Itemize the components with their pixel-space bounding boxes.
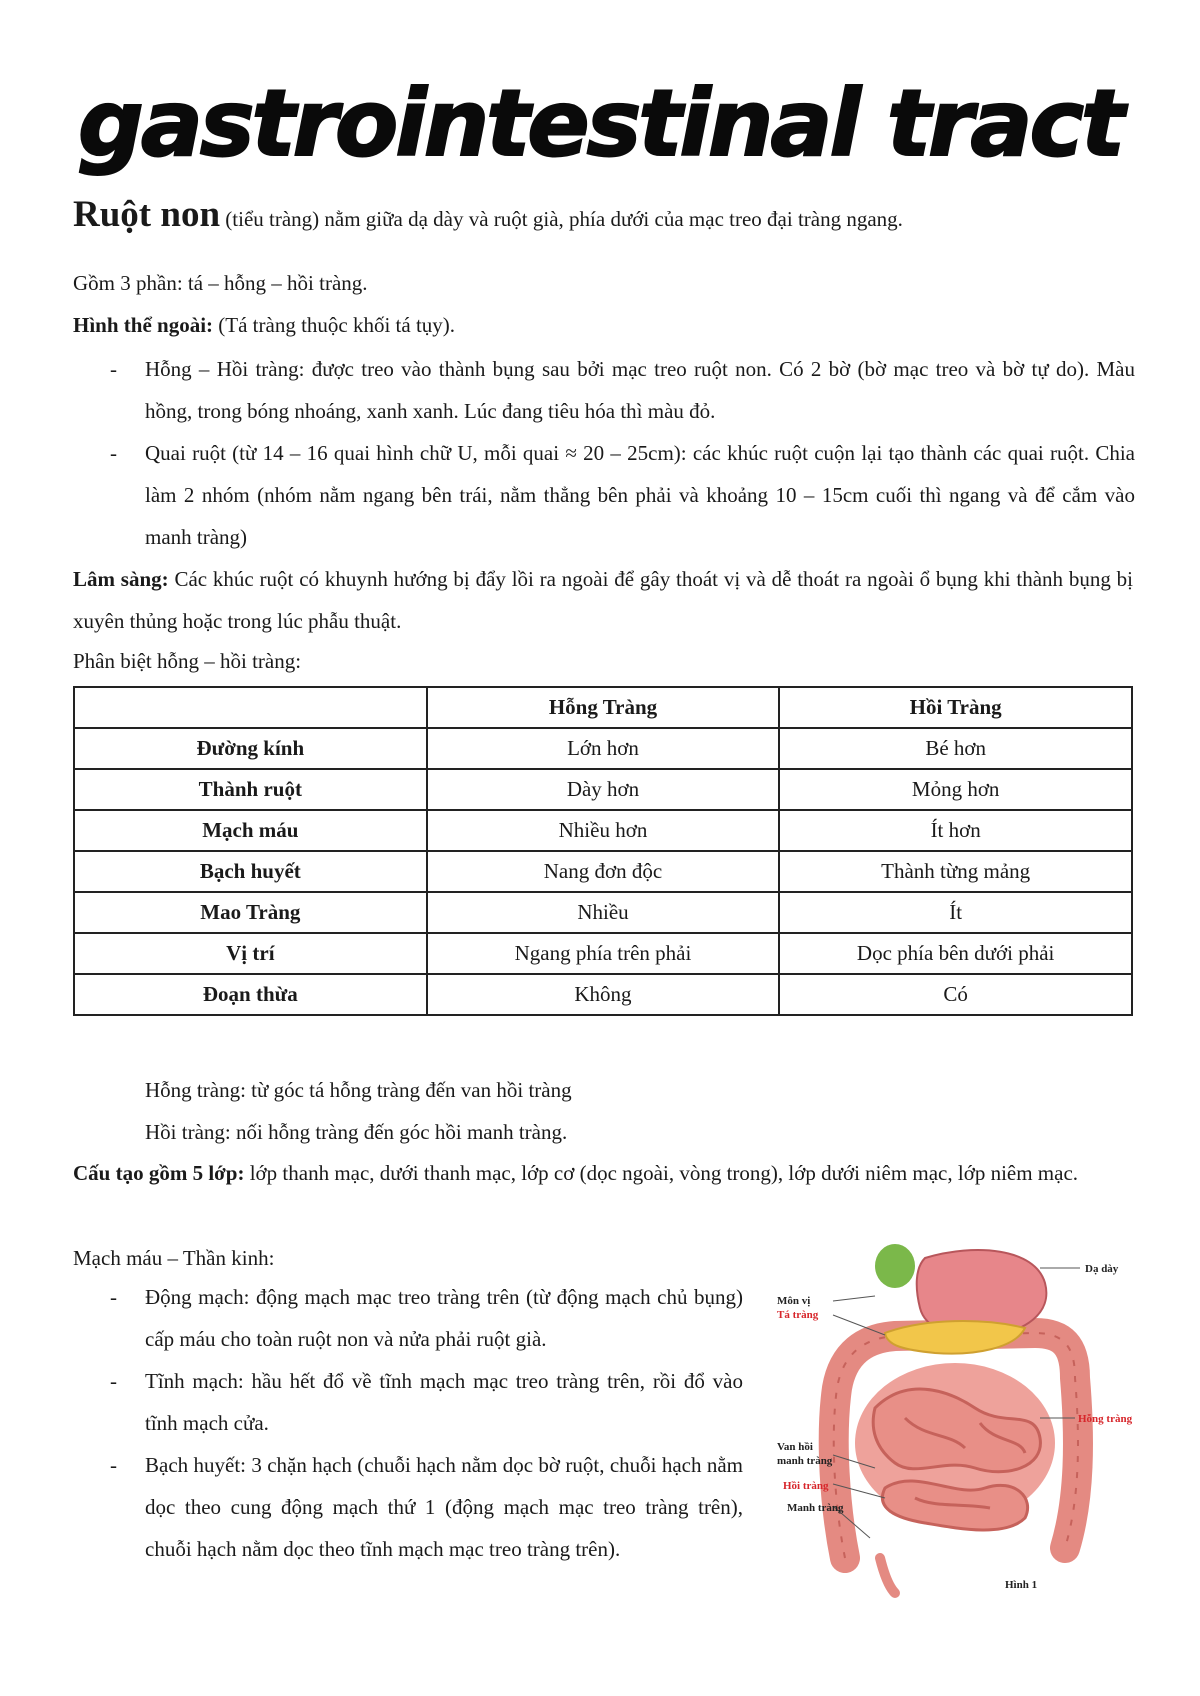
- appendix-shape: [880, 1558, 895, 1593]
- structure-paragraph: [73, 1152, 1133, 1194]
- table-cell: Dày hơn: [427, 769, 780, 810]
- table-cell: Nhiều: [427, 892, 780, 933]
- vessels-bullet-artery: Động mạch: động mạch mạc treo tràng trên (từ động mạch chủ bụng) cấp máu cho toàn ruột non và nửa phải ruột già.: [145, 1285, 743, 1351]
- intestine-figure: [775, 1238, 1155, 1598]
- vessels-bullet-lymph: Bạch huyết: 3 chặn hạch (chuỗi hạch nằm dọc bờ ruột, chuỗi hạch nằm dọc theo cung động mạch thứ 1 (động mạch mạc treo tràng trên), chuỗi hạch nằm dọc theo tĩnh mạch mạc treo tràng trên).: [145, 1453, 743, 1561]
- table-row: [74, 851, 1132, 892]
- table-header-cell: Hồi Tràng: [779, 687, 1132, 728]
- table-row-head: Đường kính: [74, 728, 427, 769]
- label-stomach: Dạ dày: [1085, 1263, 1119, 1275]
- clinical-paragraph: [73, 558, 1133, 642]
- table-cell: Có: [779, 974, 1132, 1015]
- table-row-head: Đoạn thừa: [74, 974, 427, 1015]
- label-duodenum: Tá tràng: [777, 1309, 819, 1321]
- bullet-dash: -: [110, 441, 117, 465]
- bullet-dash: -: [110, 1285, 117, 1309]
- external-bullet-2: Quai ruột (từ 14 – 16 quai hình chữ U, mỗi quai ≈ 20 – 25cm): các khúc ruột cuộn lại tạo thành các quai ruột. Chia làm 2 nhóm (nhóm nằm ngang bên trái, nằm thẳng bên phải và khoảng 10 – 15cm cuối thì ngang và để cắm vào manh tràng): [145, 441, 1135, 549]
- table-cell: Không: [427, 974, 780, 1015]
- clinical-text: Các khúc ruột có khuynh hướng bị đẩy lồi ra ngoài để gây thoát vị và dễ thoát ra ngoài ổ bụng khi thành bụng bị xuyên thủng hoặc trong lúc phẫu thuật.: [73, 567, 1133, 633]
- table-cell: Nhiều hơn: [427, 810, 780, 851]
- table-cell: Ít hơn: [779, 810, 1132, 851]
- page-title: gastrointestinal tract: [77, 70, 1123, 177]
- table-header-cell: Hỗng Tràng: [427, 687, 780, 728]
- external-heading: [73, 310, 1133, 340]
- table-cell: Thành từng mảng: [779, 851, 1132, 892]
- bullet-dash: -: [110, 1369, 117, 1393]
- table-row: [74, 974, 1132, 1015]
- table-cell: Dọc phía bên dưới phải: [779, 933, 1132, 974]
- table-cell: Lớn hơn: [427, 728, 780, 769]
- ileum-definition: Hồi tràng: nối hỗng tràng đến góc hồi manh tràng.: [145, 1120, 568, 1144]
- intro-text: (tiểu tràng) nằm giữa dạ dày và ruột già, phía dưới của mạc treo đại tràng ngang.: [220, 207, 903, 231]
- table-header-cell: [74, 687, 427, 728]
- pancreas-shape: [885, 1321, 1025, 1354]
- parts-line: Gồm 3 phần: tá – hỗng – hồi tràng.: [73, 271, 368, 295]
- comparison-table: [73, 686, 1133, 1016]
- clinical-label: Lâm sàng:: [73, 567, 169, 591]
- compare-intro: Phân biệt hỗng – hồi tràng:: [73, 649, 302, 673]
- table-row: [74, 810, 1132, 851]
- intro-term: Ruột non: [73, 194, 221, 235]
- table-row: [74, 933, 1132, 974]
- table-row-head: Bạch huyết: [74, 851, 427, 892]
- table-cell: Bé hơn: [779, 728, 1132, 769]
- vessels-bullet-vein: Tĩnh mạch: hầu hết đổ về tĩnh mạch mạc treo tràng trên, rồi đổ vào tĩnh mạch cửa.: [145, 1369, 743, 1435]
- label-valve-line1: Van hồi: [777, 1441, 813, 1453]
- table-row-head: Thành ruột: [74, 769, 427, 810]
- figure-caption: Hình 1: [1005, 1579, 1038, 1591]
- table-cell: Nang đơn độc: [427, 851, 780, 892]
- bullet-dash: -: [110, 1453, 117, 1477]
- label-ileum: Hồi tràng: [783, 1480, 829, 1492]
- label-jejunum: Hỗng tràng: [1078, 1413, 1133, 1425]
- label-pylorus: Môn vị: [777, 1295, 811, 1307]
- bullet-dash: -: [110, 357, 117, 381]
- table-row: [74, 728, 1132, 769]
- label-cecum: Manh tràng: [787, 1502, 844, 1514]
- table-row-head: Mạch máu: [74, 810, 427, 851]
- table-row-head: Mao Tràng: [74, 892, 427, 933]
- table-row: [74, 769, 1132, 810]
- intro-paragraph: [73, 194, 1133, 235]
- table-header-row: [74, 687, 1132, 728]
- vessels-heading: Mạch máu – Thần kinh:: [73, 1246, 275, 1270]
- external-text: (Tá tràng thuộc khối tá tụy).: [213, 313, 456, 337]
- structure-text: lớp thanh mạc, dưới thanh mạc, lớp cơ (dọc ngoài, vòng trong), lớp dưới niêm mạc, lớp niêm mạc.: [244, 1161, 1079, 1185]
- table-row-head: Vị trí: [74, 933, 427, 974]
- external-label: Hình thể ngoài:: [73, 313, 214, 337]
- table-cell: Mỏng hơn: [779, 769, 1132, 810]
- jejunum-definition: Hỗng tràng: từ góc tá hỗng tràng đến van hồi tràng: [145, 1078, 572, 1102]
- gallbladder-shape: [875, 1244, 915, 1288]
- table-row: [74, 892, 1132, 933]
- small-intestine-coils: [855, 1363, 1055, 1530]
- label-valve-line2: manh tràng: [777, 1455, 833, 1467]
- table-cell: Ít: [779, 892, 1132, 933]
- table-cell: Ngang phía trên phải: [427, 933, 780, 974]
- structure-label: Cấu tạo gồm 5 lớp:: [73, 1161, 245, 1185]
- external-bullet-1: Hỗng – Hồi tràng: được treo vào thành bụng sau bởi mạc treo ruột non. Có 2 bờ (bờ mạc treo và bờ tự do). Màu hồng, trong bóng nhoáng, xanh xanh. Lúc đang tiêu hóa thì màu đỏ.: [145, 357, 1135, 423]
